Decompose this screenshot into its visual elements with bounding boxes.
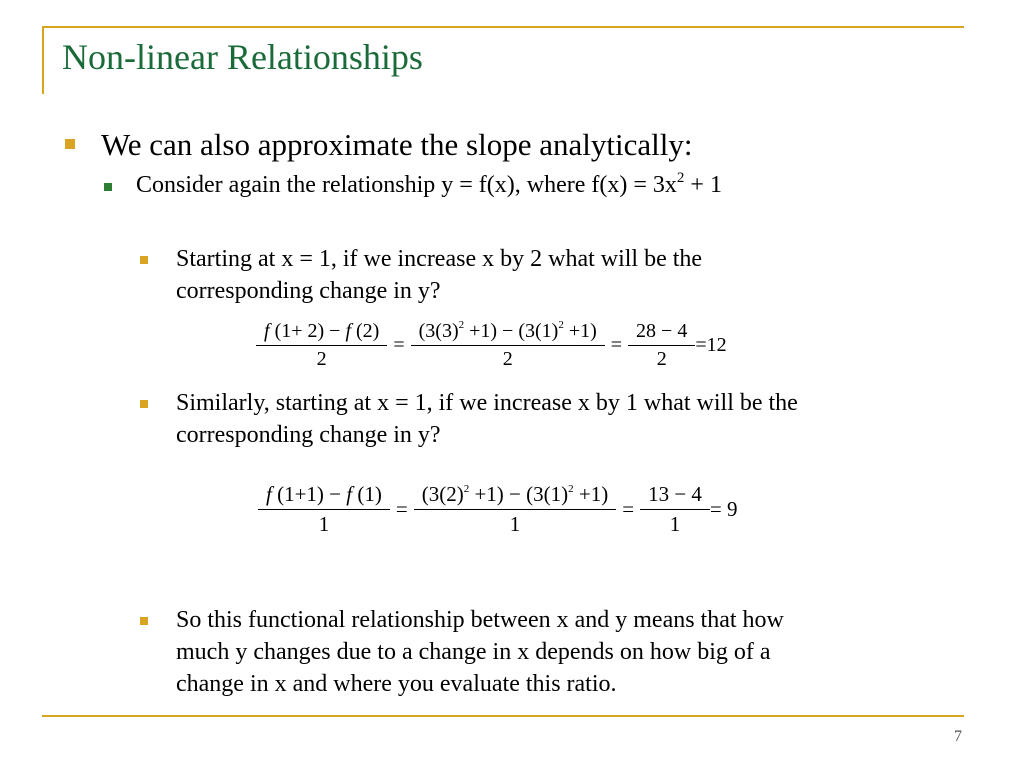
bullet-line: change in x and where you evaluate this ratio.: [176, 671, 617, 697]
argument: (1): [352, 482, 382, 506]
exponent: 2: [463, 483, 470, 495]
numerator-part: +1) − (3(1): [469, 482, 569, 506]
exponent: 2: [676, 170, 685, 186]
fraction: [262, 482, 386, 537]
fraction: [260, 320, 383, 371]
bullet-increase-by-2: [176, 243, 702, 307]
function-symbol: f: [345, 320, 352, 342]
numerator: 13 − 4: [648, 482, 702, 506]
bullet-line: much y changes due to a change in x depends on how big of a: [176, 639, 771, 665]
function-symbol: f: [266, 482, 272, 506]
numerator-part: +1) − (3(1): [464, 320, 559, 342]
relationship-text: Consider again the relationship y = f(x), where f(x) = 3x: [136, 172, 677, 198]
bullet-approximate-slope: We can also approximate the slope analytically:: [101, 127, 693, 162]
bullet-line: corresponding change in y?: [176, 278, 441, 304]
bullet-conclusion: [176, 604, 784, 700]
denominator: 1: [640, 509, 710, 537]
denominator: 2: [411, 345, 605, 371]
left-accent-bar: [42, 26, 44, 94]
bullet-square-icon: [65, 139, 75, 149]
exponent: 2: [458, 319, 465, 331]
bullet-line: Starting at x = 1, if we increase x by 2 what will be the: [176, 246, 703, 272]
numerator-part: (3(2): [421, 482, 464, 506]
bullet-consider-relationship: [136, 171, 722, 200]
equals-sign: =: [395, 497, 408, 521]
numerator-part: (3(3): [418, 320, 459, 342]
exponent: 2: [558, 319, 564, 331]
bullet-square-icon: [104, 183, 112, 191]
denominator: 1: [258, 509, 390, 537]
equation-increase-by-1: [258, 482, 738, 537]
equals-sign: =: [393, 334, 405, 356]
denominator: 2: [256, 345, 387, 371]
bottom-divider: [42, 715, 964, 717]
page-number: 7: [954, 728, 962, 745]
fraction: [644, 482, 706, 537]
argument: (1+ 2) −: [269, 320, 346, 342]
bullet-line: corresponding change in y?: [176, 422, 441, 448]
exponent: 2: [568, 483, 574, 495]
top-divider: [42, 26, 964, 28]
numerator: 28 − 4: [636, 320, 688, 342]
equation-increase-by-2: [256, 320, 727, 371]
numerator-part: +1): [573, 482, 609, 506]
bullet-square-icon: [140, 617, 148, 625]
denominator: 2: [628, 345, 695, 371]
bullet-line: Similarly, starting at x = 1, if we increase x by 1 what will be the: [176, 390, 798, 416]
numerator-part: +1): [563, 320, 597, 342]
equals-sign: =: [610, 334, 623, 356]
slide-title: Non-linear Relationships: [62, 37, 423, 77]
bullet-square-icon: [140, 256, 148, 264]
relationship-tail: + 1: [684, 172, 722, 198]
argument: (2): [351, 320, 380, 342]
bullet-increase-by-1: [176, 387, 798, 451]
fraction: [415, 320, 601, 371]
equals-sign: =: [622, 497, 635, 521]
function-symbol: f: [264, 320, 270, 342]
bullet-line: So this functional relationship between x and y means that how: [176, 607, 784, 633]
bullet-square-icon: [140, 400, 148, 408]
fraction: [418, 482, 613, 537]
fraction: [632, 320, 691, 371]
result: =12: [695, 334, 727, 356]
argument: (1+1) −: [271, 482, 347, 506]
result: = 9: [709, 497, 738, 521]
denominator: 1: [414, 509, 617, 537]
function-symbol: f: [346, 482, 353, 506]
